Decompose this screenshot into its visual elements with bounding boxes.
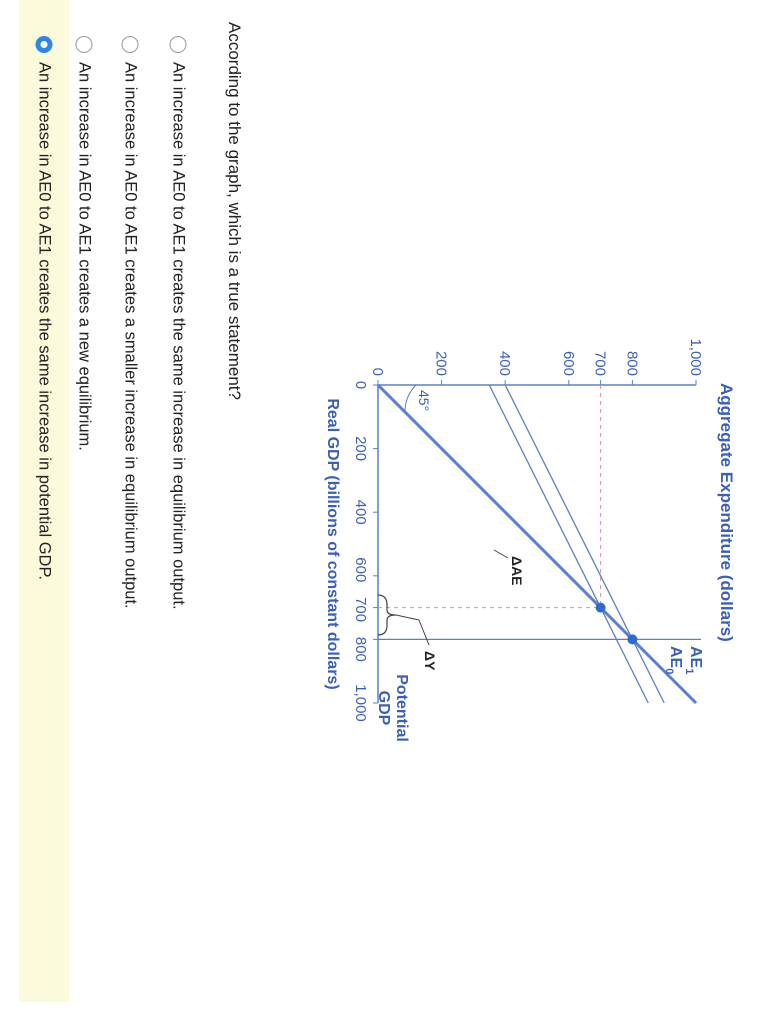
x-tick-label: 0: [352, 380, 369, 390]
angle-arc: [405, 385, 416, 412]
radio-button-1[interactable]: [170, 36, 187, 53]
delta-y-pointer: [396, 615, 419, 620]
radio-button-3[interactable]: [76, 36, 93, 53]
x-tick-label: 200: [352, 436, 369, 462]
y-tick-label: 1,000: [687, 338, 704, 376]
answer-option-1[interactable]: [156, 0, 200, 1024]
x-tick-label: 400: [352, 499, 369, 525]
answer-option-3-label: An increase in AE0 to AE1 creates a new equilibrium.: [75, 62, 94, 451]
line-ae1: [505, 385, 664, 703]
radio-button-4[interactable]: [36, 36, 53, 53]
potential-gdp-label-2: GDP: [375, 690, 392, 726]
delta-ae-pointer: [494, 550, 508, 558]
line-ae0: [489, 385, 648, 703]
answer-option-4-label: An increase in AE0 to AE1 creates the same increase in potential GDP.: [35, 62, 54, 580]
delta-ae-label: ΔAE: [509, 556, 525, 586]
answer-option-1-label: An increase in AE0 to AE1 creates the same increase in equilibrium output.: [169, 62, 188, 610]
aggregate-expenditure-chart: [259, 0, 759, 1024]
answer-option-4[interactable]: [19, 0, 69, 1002]
delta-y-label: ΔY: [422, 651, 438, 671]
y-tick-label: 600: [559, 350, 577, 376]
radio-button-2[interactable]: [122, 36, 139, 53]
angle-label-45: 45°: [416, 390, 432, 412]
equilibrium-point-700: [596, 603, 606, 613]
question-prompt: According to the graph, which is a true statement?: [225, 22, 244, 400]
y-tick-label: 200: [432, 350, 450, 376]
x-tick-label: 700: [352, 597, 369, 623]
y-tick-label: 0: [369, 367, 386, 376]
x-axis-label: Real GDP (billions of constant dollars): [324, 398, 341, 690]
y-tick-label: 400: [496, 350, 514, 376]
equilibrium-point-800: [627, 634, 637, 644]
potential-gdp-label-1: Potential: [393, 674, 410, 742]
chart-title: Aggregate Expenditure (dollars): [717, 383, 736, 642]
x-tick-label: 600: [352, 557, 369, 583]
ae0-label: $AE_0$: [663, 646, 684, 675]
y-tick-label: 800: [623, 350, 641, 376]
delta-y-brace: [378, 595, 396, 635]
y-tick-label: 700: [591, 350, 609, 376]
ae1-label: $AE_1$: [683, 646, 704, 675]
answer-option-2[interactable]: [108, 0, 152, 1024]
answer-option-2-label: An increase in AE0 to AE1 creates a smaller increase in equilibrium output.: [121, 62, 140, 609]
x-tick-label: 800: [352, 636, 369, 662]
x-tick-label: 1,000: [352, 684, 369, 722]
